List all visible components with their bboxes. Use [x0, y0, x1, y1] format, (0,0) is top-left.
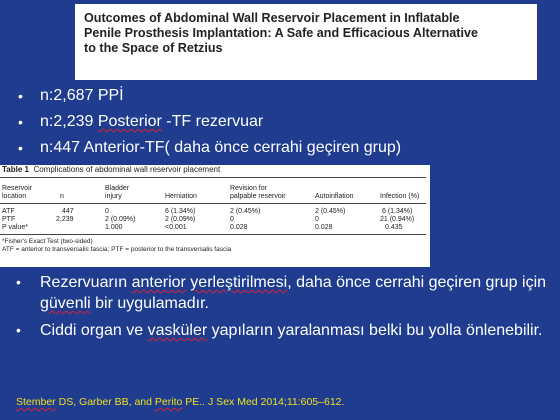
table-cell: ATF	[2, 208, 15, 215]
table-header	[315, 193, 354, 201]
table-cell: <0.001	[165, 224, 187, 231]
bullet-item	[16, 272, 556, 314]
table-rule	[0, 234, 426, 235]
table-header	[380, 193, 419, 201]
table-header	[230, 185, 286, 201]
table-caption-label: Table 1	[2, 165, 29, 174]
table-cell: 0.028	[315, 224, 333, 231]
conclusion-bullet-list	[16, 272, 556, 347]
header-line: Infection (%)	[380, 193, 420, 200]
paper-title-line: Penile Prosthesis Implantation: A Safe and Efficacious Alternative	[84, 26, 479, 40]
bullet-dot: •	[18, 88, 23, 104]
table-cell: 2 (0.45%)	[230, 208, 261, 215]
text-run: Rezervuarın	[40, 274, 132, 291]
bullet-text: n:2,687 PPİ	[40, 87, 124, 104]
table-cell: 21 (0.94%)	[380, 216, 415, 223]
table-footnote: *Fisher's Exact Test (two-sided)	[2, 238, 93, 245]
table-cell: 0	[105, 208, 109, 215]
table-header	[60, 193, 64, 201]
bullet-text	[16, 272, 556, 314]
text-run: -TF rezervuar	[161, 113, 264, 130]
header-line: Herniation	[165, 193, 197, 200]
text-run: DS, Garber BB, and	[55, 396, 155, 408]
spellcheck-word: Perito	[154, 396, 183, 408]
table-cell: 447	[62, 208, 74, 215]
table-cell: 1.000	[105, 224, 123, 231]
text-run: Ciddi organ ve	[40, 322, 148, 339]
table-cell: 2 (0.09%)	[165, 216, 196, 223]
table-cell: P value*	[2, 224, 28, 231]
bullet-text	[16, 320, 556, 341]
table-caption-text: Complications of abdominal wall reservoir placement	[33, 165, 221, 174]
paper-title-line: to the Space of Retzius	[84, 41, 223, 55]
complications-table	[0, 165, 430, 267]
header-line: Autoinflation	[315, 193, 354, 200]
table-cell: PTF	[2, 216, 16, 223]
header-line: location	[2, 193, 27, 200]
table-header	[2, 185, 32, 201]
header-line: Bladder	[105, 185, 130, 192]
bullet-dot: •	[18, 140, 23, 156]
text-run: bir uygulamadır.	[90, 295, 209, 312]
spellcheck-word: Posterior	[97, 113, 162, 130]
header-line: Reservoir	[2, 185, 32, 192]
table-rule	[0, 203, 426, 204]
table-cell: 6 (1.34%)	[165, 208, 196, 215]
spellcheck-word: güvenli	[40, 295, 91, 312]
text-run: , daha önce cerrahi geçiren grup için	[287, 274, 547, 291]
spellcheck-word: anterior	[131, 274, 186, 291]
text-run: PE.. J Sex Med 2014;11:605–612.	[182, 396, 345, 408]
text-run: yapıların yaralanması belki bu yolla önlenebilir.	[207, 322, 543, 339]
spellcheck-word: vasküler	[147, 322, 208, 339]
table-caption	[2, 166, 220, 174]
table-header	[165, 193, 197, 201]
paper-title-box	[75, 4, 537, 80]
header-line: Revision for	[230, 185, 267, 192]
text-run: n:2,239	[40, 113, 98, 130]
table-cell: 0	[315, 216, 319, 223]
spellcheck-word: Stember	[16, 396, 56, 408]
table-cell: 0	[230, 216, 234, 223]
bullet-text	[40, 111, 263, 133]
table-cell: 2,239	[56, 216, 74, 223]
table-cell: 2 (0.45%)	[315, 208, 346, 215]
table-cell: 6 (1.34%)	[382, 208, 413, 215]
paper-title-line: Outcomes of Abdominal Wall Reservoir Placement in Inflatable	[84, 11, 460, 25]
header-line: n	[60, 193, 64, 200]
table-header	[105, 185, 129, 201]
table-cell: 0.028	[230, 224, 248, 231]
table-cell: 0.435	[385, 224, 403, 231]
reference-citation	[16, 396, 344, 408]
header-line: injury	[105, 193, 122, 200]
table-cell: 2 (0.09%)	[105, 216, 136, 223]
header-line: palpable reservoir	[230, 193, 286, 200]
bullet-dot: •	[16, 322, 21, 338]
bullet-dot: •	[16, 274, 21, 290]
table-footnote: ATF = anterior to transversalis fascia; PTF = posterior to the transversalis fascia	[2, 246, 232, 253]
bullet-item	[16, 320, 556, 341]
bullet-dot: •	[18, 114, 23, 130]
table-rule	[0, 177, 426, 178]
bullet-text: n:447 Anterior-TF( daha önce cerrahi geçiren grup)	[40, 139, 402, 156]
spellcheck-word: yerleştirilmesi	[190, 274, 288, 291]
